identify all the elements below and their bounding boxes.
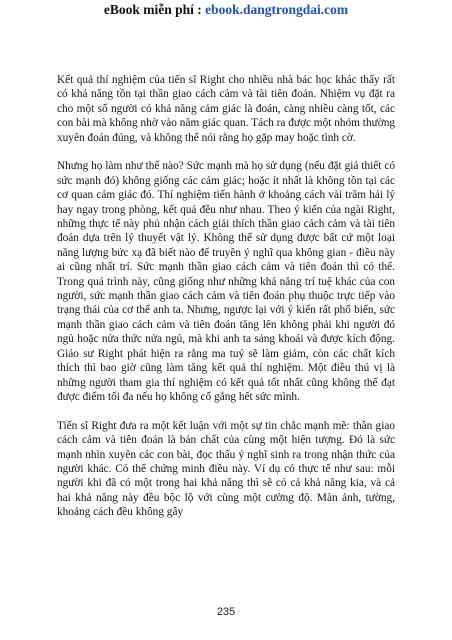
header-link[interactable]: ebook.dangtrongdai.com [205, 2, 349, 17]
page-header [0, 2, 452, 18]
page-number: 235 [216, 606, 236, 618]
body-text [57, 73, 395, 534]
paragraph: Nhưng họ làm như thế nào? Sức mạnh mà họ sử dụng (nếu đặt giả thiết có sức mạnh đó) không giống các cảm giác; hoặc ít nhất là không tồn tại các cơ quan cảm giác đó. Thí nghiệm tiến hành ở khoảng cách vài trăm hải lý hay ngay trong phòng, kết quả đều như nhau. Theo ý kiến của ngài Right, những thực tế này phủ nhận cách giải thích thần giao cách cảm và tài tiên đoán dựa trên lý thuyết vật lý. Không thể sử dụng được bất cứ một loại năng lượng bức xạ đã biết nào để truyền ý nghĩ qua không gian - điều này ai cũng nhất trí. Sức mạnh thần giao cách cảm và tiên đoán thì có thể. Trong quá trình này, cũng giống như những khả năng trí tuệ khác của con người, sức mạnh thần giao cách cảm và tiên đoán phụ thuộc trực tiếp vào trạng thái của cơ thể anh ta. Nhưng, ngược lại với ý kiến rất phổ biến, sức mạnh thần giao cách cảm và tiên đoán tăng lên không phải khi người đó ngủ hoặc nửa thức nửa ngủ, mà khi anh ta sảng khoái và được kích động. Giáo sư Right phát hiện ra rằng ma tuý sẽ làm giảm, còn các chất kích thích thì bao giờ cũng làm tăng kết quả thí nghiệm. Một điều thú vị là những người tham gia thí nghiệm có kết quả tốt nhất cũng không thể đạt được điểm tối đa nếu họ không cố gắng hết sức mình. [57, 160, 395, 403]
header-text: eBook miễn phí : [103, 2, 206, 17]
paragraph: Kết quả thí nghiệm của tiến sĩ Right cho nhiều nhà bác học khác thấy rất có khả năng tồn tại thần giao cách cảm và tài tiên đoán. Nhiệm vụ đặt ra cho một số người có khả năng cảm giác là đoán, càng nhiều càng tốt, các con bài mà không nhờ vào năm giác quan. Tách ra được một nhóm thường xuyên đoán đúng, và không thể nói rằng họ gặp may hoặc tình cờ. [57, 74, 395, 144]
paragraph: Tiến sĩ Right đưa ra một kết luận với một sự tin chắc mạnh mẽ: thần giao cách cảm và tiên đoán là bản chất của cùng một hiện tượng. Đó là sức mạnh nhìn xuyên các con bài, đọc thấu ý nghĩ sinh ra trong nhận thức của người khác. Có thể chứng minh điều này. Ví dụ có thực tế như sau: mỗi người khi đã có một trong hai khả năng thì sẽ có cả khả năng kia, và cả hai khả năng này đều bộc lộ với cùng một cường độ. Màn ảnh, tường, khoảng cách đều không gây [57, 419, 395, 519]
